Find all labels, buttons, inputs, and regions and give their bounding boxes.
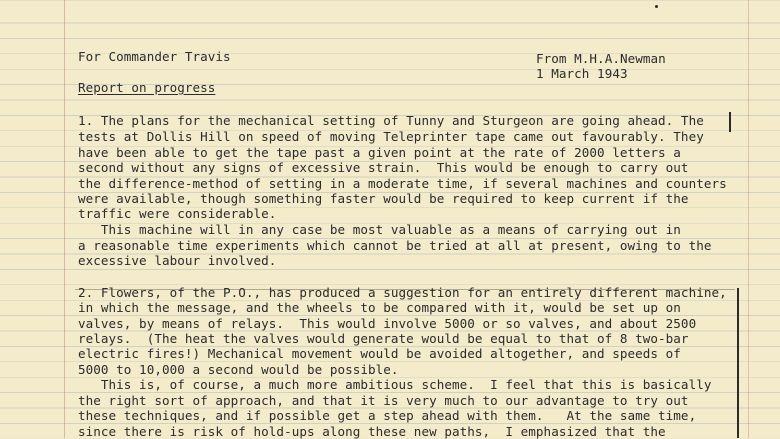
para3-line: in which the message, and the wheels to be compared with it, would be set up on (78, 300, 681, 315)
para3-line: since there is risk of hold-ups along these new paths, I emphasized that the (78, 424, 666, 439)
para3-line: the right sort of approach, and that it is very much to our advantage to try out (78, 393, 689, 408)
para1-line: 1. The plans for the mechanical setting of Tunny and Sturgeon are going ahead. The (78, 113, 704, 128)
para1-line: second without any signs of excessive strain. This would be enough to carry out (78, 160, 689, 175)
para1-line: the difference-method of setting in a moderate time, if several machines and counters (78, 176, 727, 191)
subject-heading: Report on progress (78, 80, 216, 95)
date: 1 March 1943 (536, 66, 628, 81)
addressee: For Commander Travis (78, 49, 231, 64)
margin-sideline-mark (737, 288, 739, 438)
paragraph-rule (75, 289, 735, 290)
sender: From M.H.A.Newman (536, 51, 666, 66)
para3-line: 5000 to 10,000 a second would be possible. (78, 362, 399, 377)
para3-line: these techniques, and if possible get a step ahead with them. At the same time, (78, 408, 697, 423)
para3-line: electric fires!) Mechanical movement would be avoided altogether, and speeds of (78, 346, 681, 361)
para1-line: were available, though something faster would be required to keep current if the (78, 191, 689, 206)
para2-line: This machine will in any case be most valuable as a means of carrying out in (78, 222, 681, 237)
para3-line: relays. (The heat the valves would generate would be equal to that of 8 two-bar (78, 331, 689, 346)
para1-line: tests at Dollis Hill on speed of moving Teleprinter tape came out favourably. They (78, 129, 704, 144)
para1-line: have been able to get the tape past a given point at the rate of 2000 letters a (78, 145, 681, 160)
para3-line: 2. Flowers, of the P.O., has produced a suggestion for an entirely different machine, (78, 285, 727, 300)
para1-line: traffic were considerable. (78, 206, 277, 221)
ink-dot (655, 5, 658, 8)
para3-line: This is, of course, a much more ambitious scheme. I feel that this is basically (78, 377, 712, 392)
para3-line: valves, by means of relays. This would involve 5000 or so valves, and about 2500 (78, 316, 697, 331)
left-margin-rule (64, 0, 65, 438)
para2-line: a reasonable time experiments which cannot be tried at all at present, owing to the (78, 238, 712, 253)
para2-line: excessive labour involved. (78, 253, 277, 268)
right-margin-rule (748, 0, 749, 438)
margin-pencil-mark (729, 112, 731, 132)
